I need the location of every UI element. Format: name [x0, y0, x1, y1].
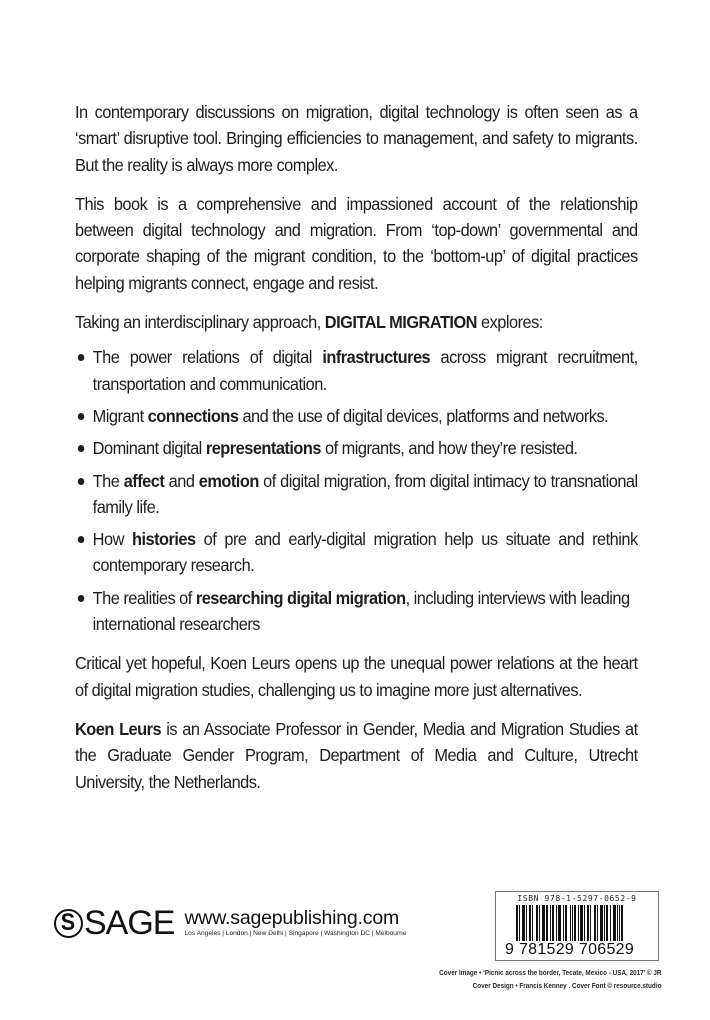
item-text: across migrant recruitment, transportation and communication.: [92, 347, 638, 394]
approach-prefix: Taking an interdisciplinary approach,: [75, 312, 325, 333]
barcode-number: 9 781529 706529: [505, 941, 635, 958]
item-keyword: connections: [147, 405, 239, 426]
publisher-cities: Los Angeles | London | New Delhi | Singapore | Washington DC | Melbourne: [184, 930, 407, 937]
approach-suffix: explores:: [476, 312, 543, 333]
item-text: and the use of digital devices, platforms and networks.: [238, 405, 609, 426]
item-text: of migrants, and how they’re resisted.: [320, 438, 578, 459]
publisher-url: www.sagepublishing.com: [184, 907, 400, 929]
author-name: Koen Leurs: [75, 718, 162, 739]
account-paragraph: This book is a comprehensive and impassioned account of the relationship between digital technology and migration. From ‘top-down’ governmental and corporate shaping of the migrant condition, to the ‘bottom-up’ of digital practices helping migrants connect, engage and resist.: [75, 193, 638, 293]
list-item: [75, 585, 638, 638]
publisher-block: [54, 903, 407, 943]
cover-image-credit: Cover Image • ‘Picnic across the border, Tecate, Mexico - USA, 2017’ © JR: [438, 968, 661, 977]
item-keyword: researching digital migration: [195, 587, 406, 608]
list-item: [75, 526, 638, 579]
bullet-icon: [78, 478, 85, 485]
sage-wordmark: SAGE: [84, 904, 175, 942]
blurb: [75, 99, 638, 808]
cover-design-credit: Cover Design • Francis Kenney . Cover Font © resource.studio: [472, 980, 661, 990]
bullet-icon: [78, 536, 85, 543]
item-text: of pre and early-digital migration help us situate and rethink contemporary research.: [92, 529, 638, 576]
publisher-info: [184, 908, 406, 938]
list-item: [75, 403, 638, 429]
item-text: Dominant digital: [92, 438, 206, 459]
cover-credits: [439, 967, 661, 992]
author-bio: [75, 716, 638, 795]
barcode-bars: [516, 905, 644, 945]
topics-list: [75, 344, 638, 637]
item-keyword: emotion: [198, 470, 259, 491]
bullet-icon: [78, 445, 85, 452]
item-text: , including interviews with leading international researchers: [92, 587, 630, 635]
item-keyword: infrastructures: [322, 347, 431, 368]
list-item: [75, 344, 638, 397]
sage-logo-icon: [54, 909, 83, 938]
item-text: Migrant: [92, 405, 148, 426]
item-text: and: [164, 470, 199, 491]
item-text: of digital migration, from digital intimacy to transnational family life.: [92, 470, 638, 517]
item-keyword: affect: [123, 470, 165, 491]
item-text: The: [92, 470, 124, 491]
item-text: How: [92, 529, 132, 550]
item-text: The realities of: [92, 587, 196, 608]
bullet-icon: [78, 354, 85, 361]
bullet-icon: [78, 595, 85, 602]
bullet-icon: [78, 413, 85, 420]
list-item: [75, 468, 638, 521]
author-bio-text: is an Associate Professor in Gender, Media and Migration Studies at the Graduate Gender Program, Department of Media and Culture, Utrecht University, the Netherlands.: [75, 718, 638, 792]
isbn-label: ISBN 978-1-5297-0652-9: [517, 894, 637, 903]
critical-paragraph: Critical yet hopeful, Koen Leurs opens up the unequal power relations at the heart of digital migration studies, challenging us to imagine more just alternatives.: [75, 653, 638, 700]
isbn-barcode: [495, 891, 659, 961]
intro-paragraph: In contemporary discussions on migration, digital technology is often seen as a ‘smart’ disruptive tool. Bringing efficiencies to management, and safety to migrants. But the reality is always more complex.: [75, 102, 638, 175]
list-item: [75, 435, 638, 461]
book-title: DIGITAL MIGRATION: [324, 312, 477, 333]
approach-paragraph: [75, 309, 638, 335]
barcode-digits: [504, 942, 635, 958]
sage-logo: [54, 906, 174, 940]
logo-mark-letter: S: [61, 909, 76, 936]
item-keyword: representations: [205, 438, 321, 459]
item-text: The power relations of digital: [92, 347, 323, 368]
item-keyword: histories: [131, 529, 196, 550]
